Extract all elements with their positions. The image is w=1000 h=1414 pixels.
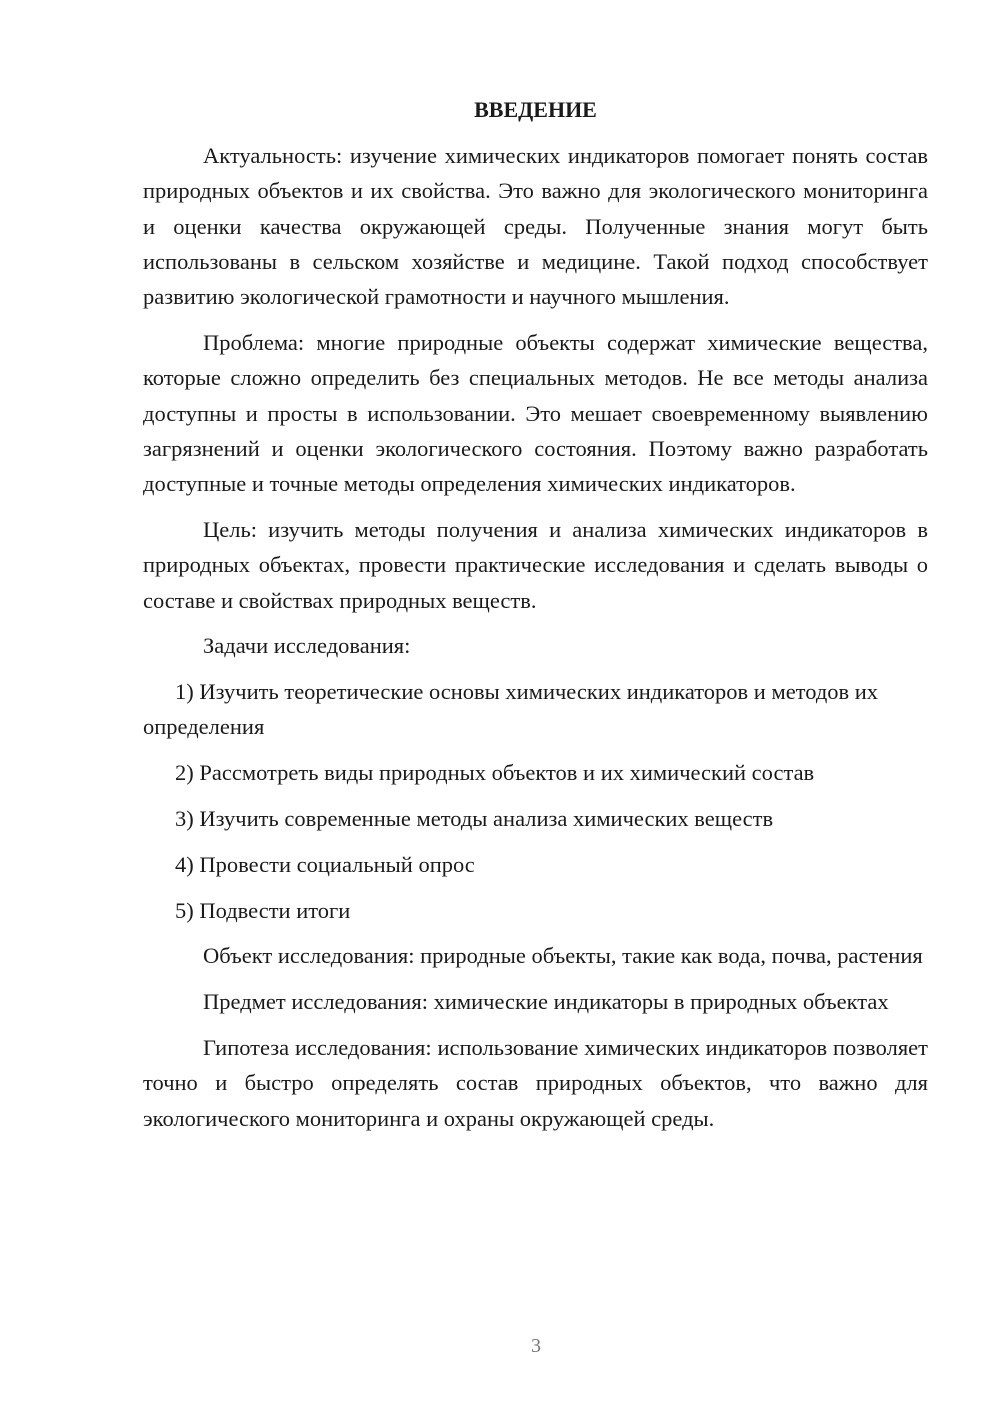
problem-paragraph: Проблема: многие природные объекты содержат химические вещества, которые сложно определить без специальных методов. Не все методы анализа доступны и просты в использовании. Это мешает своевременному выявлению загрязнений и оценки экологического состояния. Поэтому важно разработать доступные и точные методы определения химических индикаторов.	[143, 329, 928, 497]
task-item-1: 1) Изучить теоретические основы химических индикаторов и методов их определения	[143, 679, 879, 740]
page-number: 3	[531, 1335, 541, 1357]
object-paragraph: Объект исследования: природные объекты, такие как вода, почва, растения	[203, 943, 923, 969]
task-item-2: 2) Рассмотреть виды природных объектов и их химический состав	[175, 760, 815, 786]
task-item-3: 3) Изучить современные методы анализа химических веществ	[175, 806, 774, 832]
task-item-5: 5) Подвести итоги	[175, 897, 351, 923]
page-title: ВВЕДЕНИЕ	[474, 97, 597, 122]
page-content	[143, 92, 928, 1146]
hypothesis-paragraph: Гипотеза исследования: использование химических индикаторов позволяет точно и быстро определять состав природных объектов, что важно для экологического мониторинга и охраны окружающей среды.	[143, 1035, 928, 1131]
tasks-heading: Задачи исследования:	[203, 633, 411, 659]
subject-paragraph: Предмет исследования: химические индикаторы в природных объектах	[203, 989, 889, 1015]
relevance-paragraph: Актуальность: изучение химических индикаторов помогает понять состав природных объектов и их свойства. Это важно для экологического мониторинга и оценки качества окружающей среды. Полученные знания могут быть использованы в сельском хозяйстве и медицине. Такой подход способствует развитию экологической грамотности и научного мышления.	[143, 143, 928, 310]
task-item-4: 4) Провести социальный опрос	[175, 851, 475, 877]
goal-paragraph: Цель: изучить методы получения и анализа химических индикаторов в природных объектах, провести практические исследования и сделать выводы о составе и свойствах природных веществ.	[143, 516, 928, 613]
